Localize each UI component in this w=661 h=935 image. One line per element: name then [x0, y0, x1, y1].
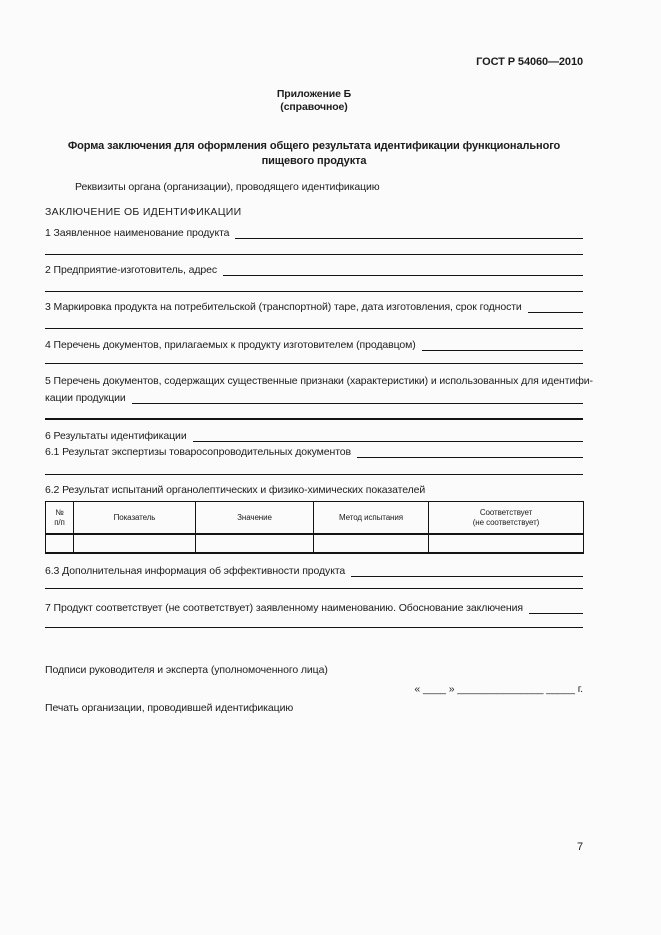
results-table-empty-row — [46, 534, 584, 553]
field-6-label: 6 Результаты идентификации — [45, 430, 187, 442]
field-7-label: 7 Продукт соответствует (не соответствует) заявленному наименованию. Обоснование заключения — [45, 602, 523, 614]
field-6-1-continuation-line — [45, 474, 583, 475]
field-2-label: 2 Предприятие-изготовитель, адрес — [45, 264, 218, 276]
results-table-header-row — [46, 502, 584, 535]
field-6-blank-line — [193, 430, 583, 442]
field-5-continuation-line — [45, 418, 583, 420]
appendix-type: (справочное) — [280, 101, 348, 113]
field-6-1-blank-line — [357, 446, 583, 458]
empty-cell — [314, 534, 429, 553]
page-content — [45, 0, 593, 935]
field-4-continuation-line — [45, 363, 583, 364]
field-2-continuation-line — [45, 291, 583, 292]
field-3 — [45, 301, 583, 314]
field-3-continuation-line — [45, 328, 583, 329]
col-header-conformity: Соответствует (не соответствует) — [429, 502, 584, 535]
field-3-blank-line — [528, 301, 583, 313]
form-title — [45, 139, 583, 169]
field-5 — [45, 392, 583, 405]
empty-cell — [196, 534, 314, 553]
field-1-label: 1 Заявленное наименование продукта — [45, 227, 230, 239]
empty-cell — [46, 534, 74, 553]
empty-cell — [74, 534, 196, 553]
requisites-label: Реквизиты органа (организации), проводящего идентификацию — [75, 181, 380, 193]
field-7-continuation-line — [45, 627, 583, 628]
field-4-label: 4 Перечень документов, прилагаемых к продукту изготовителем (продавцом) — [45, 339, 416, 351]
field-4 — [45, 339, 583, 352]
field-6-3-blank-line — [351, 565, 583, 577]
col-header-test-method: Метод испытания — [314, 502, 429, 535]
col-header-value: Значение — [196, 502, 314, 535]
field-7 — [45, 602, 583, 615]
date-line: « ____ » _______________ _____ г. — [414, 683, 583, 695]
field-5-label-line2: кации продукции — [45, 392, 126, 404]
col-header-indicator: Показатель — [74, 502, 196, 535]
field-5-blank-line — [132, 392, 583, 404]
field-6-3 — [45, 565, 583, 578]
results-table — [45, 501, 584, 554]
page-number: 7 — [577, 841, 584, 853]
form-title-line1: Форма заключения для оформления общего результата идентификации функционального — [67, 140, 561, 152]
field-7-blank-line — [529, 602, 583, 614]
col-header-number: № п/п — [46, 502, 74, 535]
field-4-blank-line — [422, 339, 583, 351]
signatures-label: Подписи руководителя и эксперта (уполномоченного лица) — [45, 664, 328, 676]
field-1-continuation-line — [45, 254, 583, 255]
field-5-label-line1: 5 Перечень документов, содержащих существенные признаки (характеристики) и использованных для идентифи- — [45, 375, 593, 387]
appendix-label: Приложение Б — [276, 88, 352, 100]
field-6-3-label: 6.3 Дополнительная информация об эффективности продукта — [45, 565, 346, 577]
field-6-2-label: 6.2 Результат испытаний органолептических и физико-химических показателей — [45, 484, 426, 496]
field-1 — [45, 227, 583, 240]
field-6-3-continuation-line — [45, 588, 583, 589]
field-6-1 — [45, 446, 583, 459]
doc-number: ГОСТ Р 54060—2010 — [476, 56, 583, 68]
stamp-label: Печать организации, проводившей идентификацию — [45, 702, 294, 714]
field-1-blank-line — [235, 227, 583, 239]
field-3-label: 3 Маркировка продукта на потребительской (транспортной) таре, дата изготовления, срок годности — [45, 301, 522, 313]
field-2 — [45, 264, 583, 277]
field-6-1-label: 6.1 Результат экспертизы товаросопроводительных документов — [45, 446, 352, 458]
form-title-line2: пищевого продукта — [261, 155, 367, 167]
conclusion-heading: ЗАКЛЮЧЕНИЕ ОБ ИДЕНТИФИКАЦИИ — [45, 206, 242, 218]
field-2-blank-line — [223, 264, 583, 276]
empty-cell — [429, 534, 584, 553]
field-6 — [45, 430, 583, 443]
